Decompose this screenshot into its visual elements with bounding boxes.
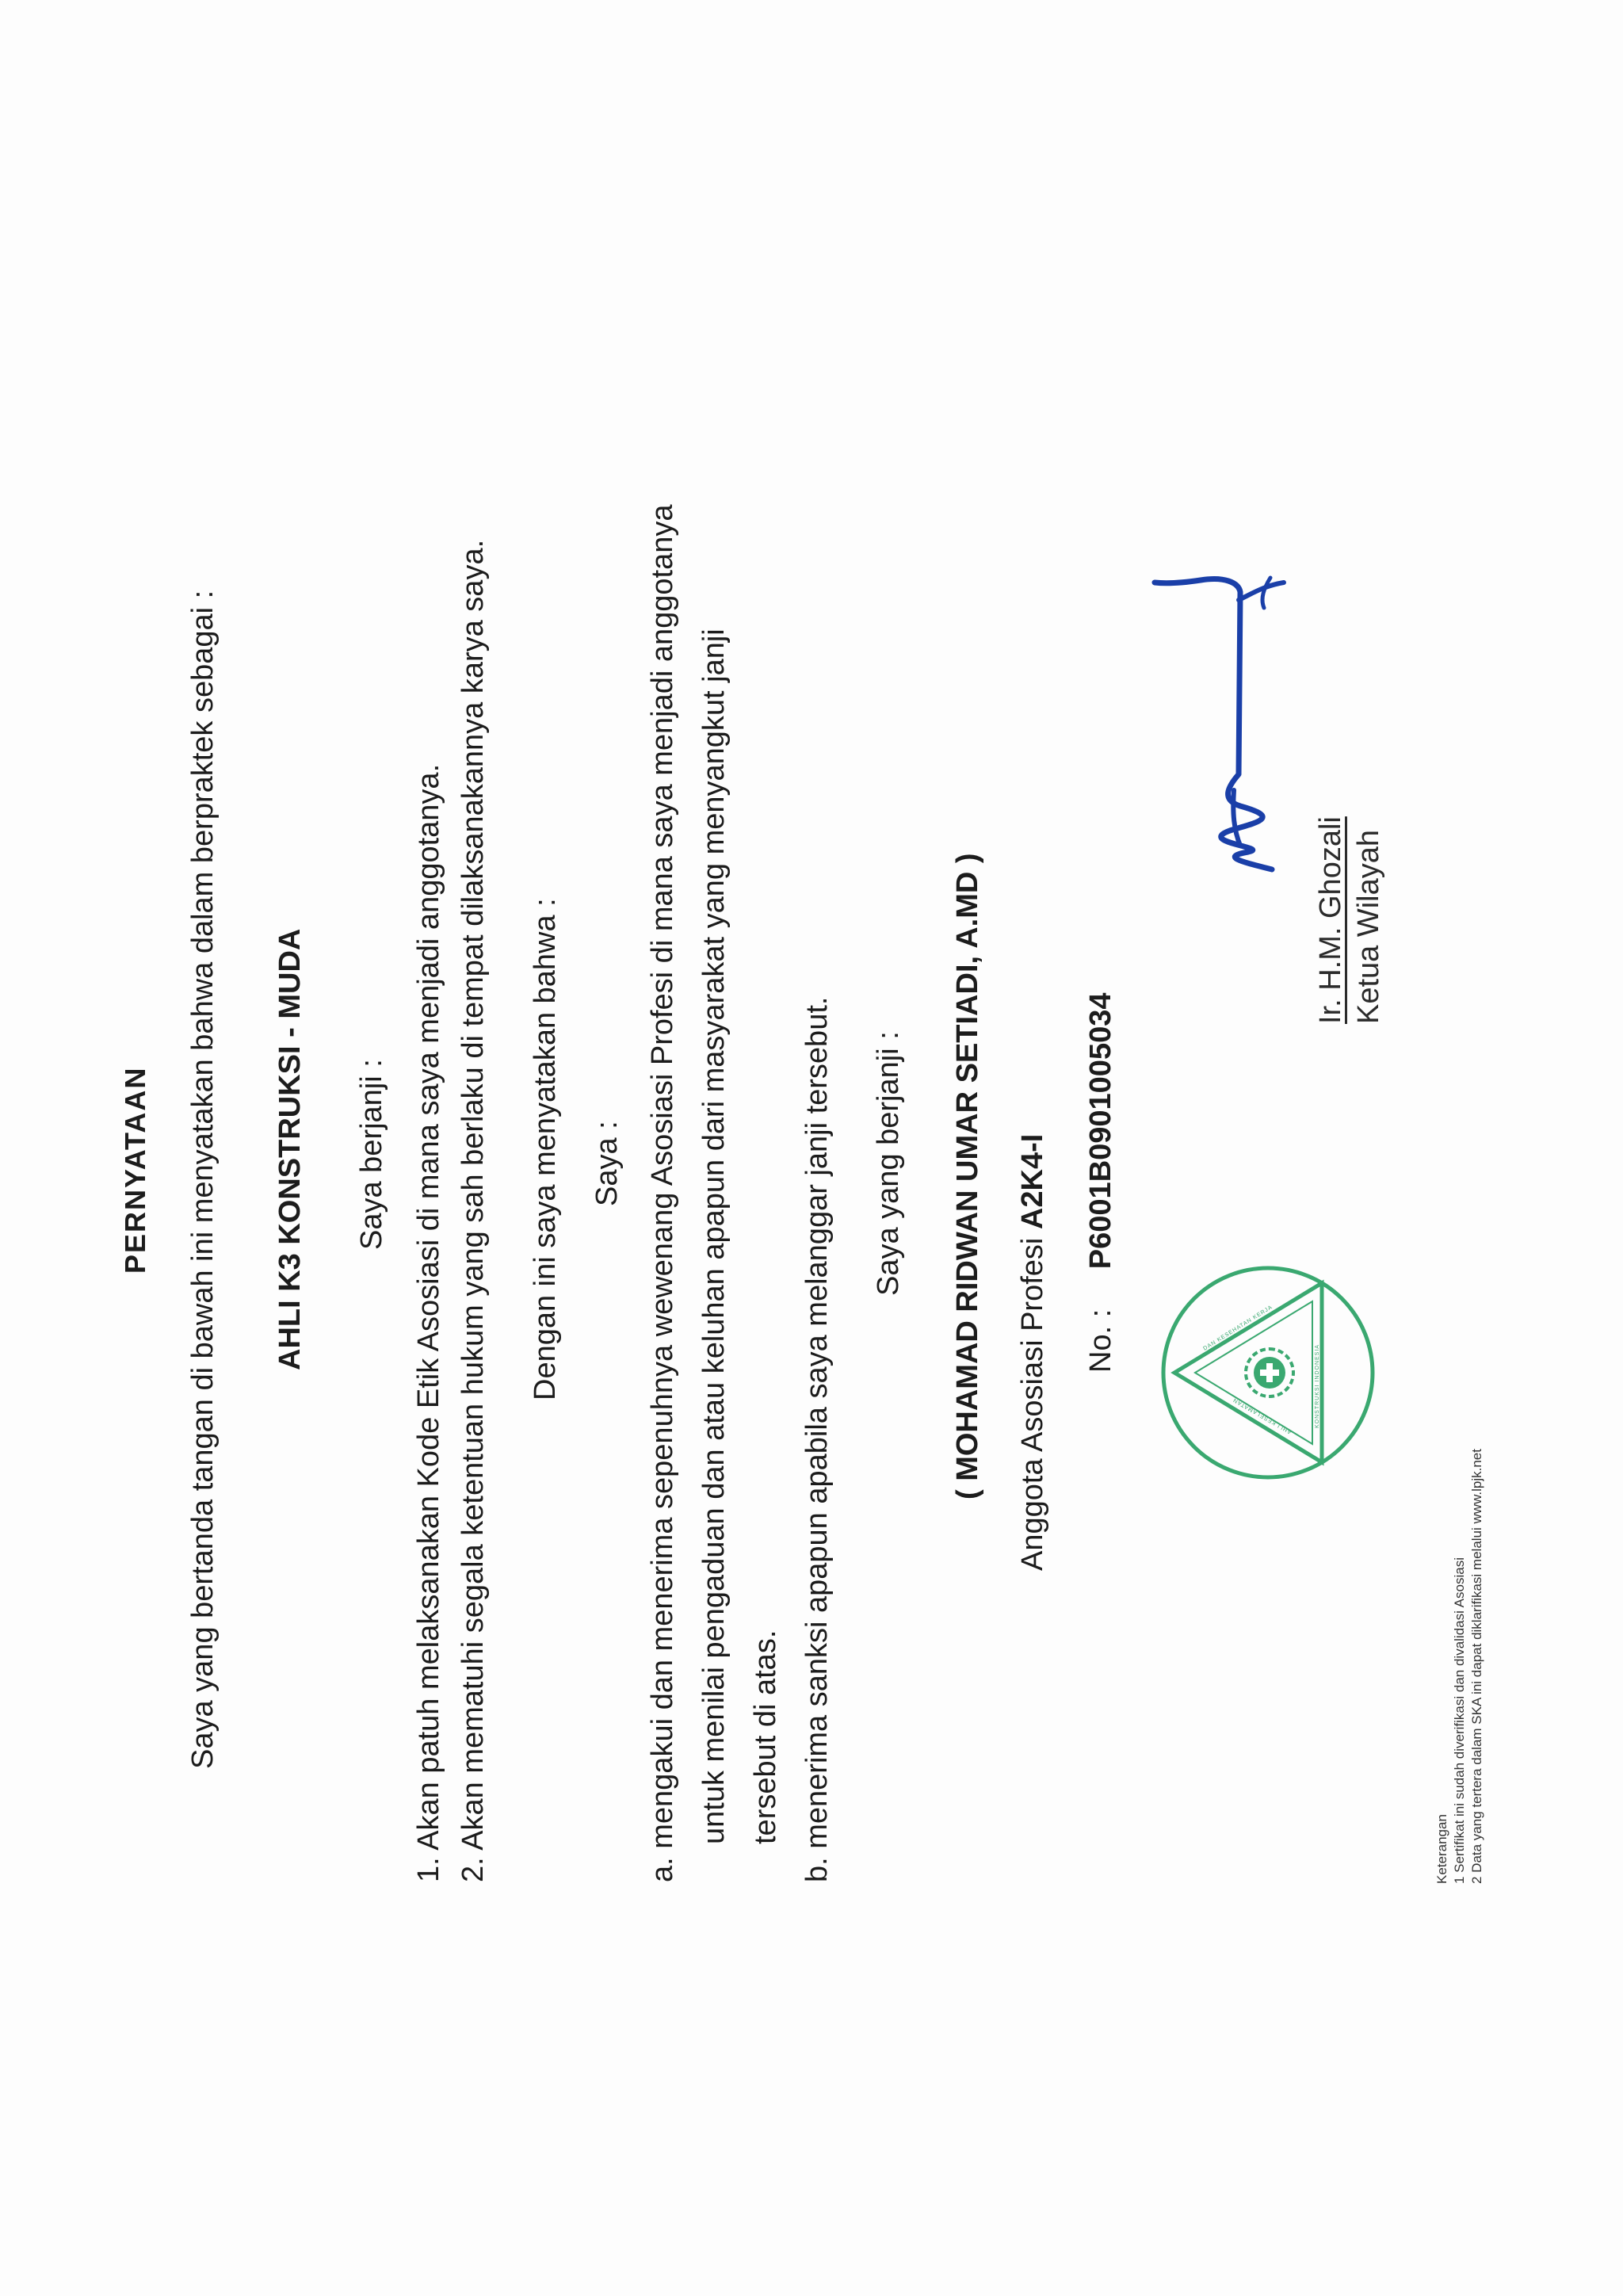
number-line: [1084, 993, 1118, 1373]
profession-title: AHLI K3 KONSTRUKSI - MUDA: [273, 928, 307, 1370]
statement-a-line2: untuk menilai pengaduan dan atau keluhan apapun dari masyarakat yang menyangkut janji: [697, 628, 731, 1844]
svg-text:KONSTRUKSI INDONESIA: KONSTRUKSI INDONESIA: [1315, 1344, 1320, 1428]
promise-item-2: 2. Akan mematuhi segala ketentuan hukum yang sah berlaku di tempat dilaksanakannya karya saya.: [456, 539, 490, 1882]
signature-icon: [1145, 552, 1312, 893]
member-label: Anggota Asosiasi Profesi: [1016, 1237, 1049, 1571]
notes-heading: Keterangan: [1434, 1814, 1449, 1884]
signatory-name: Ir. H.M. Ghozali: [1314, 816, 1347, 1024]
statement-a-line1: a. mengakui dan menerima sepenuhnya wewenang Asosiasi Profesi di mana saya menjadi anggotanya: [646, 504, 679, 1882]
intro-text: Saya yang bertanda tangan di bawah ini menyatakan bahwa dalam berpraktek sebagai :: [186, 590, 220, 1769]
promise-item-1: 1. Akan patuh melaksanakan Kode Etik Asosiasi di mana saya menjadi anggotanya.: [412, 763, 445, 1882]
number-value: P6001B0901005034: [1084, 992, 1117, 1270]
member-line: [1016, 1134, 1050, 1571]
association-seal-icon: [1157, 1262, 1379, 1484]
saya-label: Saya :: [590, 1121, 624, 1206]
member-name: ( MOHAMAD RIDWAN UMAR SETIADI, A.MD ): [951, 853, 984, 1499]
svg-text:DAN KESEHATAN KERJA: DAN KESEHATAN KERJA: [1202, 1304, 1274, 1352]
member-code: A2K4-I: [1016, 1133, 1049, 1230]
document-title: PERNYATAAN: [119, 1066, 151, 1274]
notes-item-2: 2 Data yang tertera dalam SKA ini dapat diklarifikasi melalui www.lpjk.net: [1469, 1449, 1484, 1884]
declaration-heading: Dengan ini saya menyatakan bahwa :: [529, 898, 562, 1400]
promise-heading: Saya berjanji :: [355, 1059, 388, 1250]
number-label: No. :: [1084, 1308, 1117, 1373]
promise-heading-2: Saya yang berjanji :: [872, 1031, 905, 1296]
signatory-role: Ketua Wilayah: [1352, 829, 1385, 1024]
statement-b: b. menerima sanksi apapun apabila saya melanggar janji tersebut.: [800, 996, 834, 1882]
notes-item-1: 1 Sertifikat ini sudah diverifikasi dan divalidasi Asosiasi: [1452, 1557, 1467, 1884]
svg-text:AHLI KESELAMATAN: AHLI KESELAMATAN: [1232, 1396, 1293, 1435]
statement-a-line3: tersebut di atas.: [749, 1629, 782, 1844]
